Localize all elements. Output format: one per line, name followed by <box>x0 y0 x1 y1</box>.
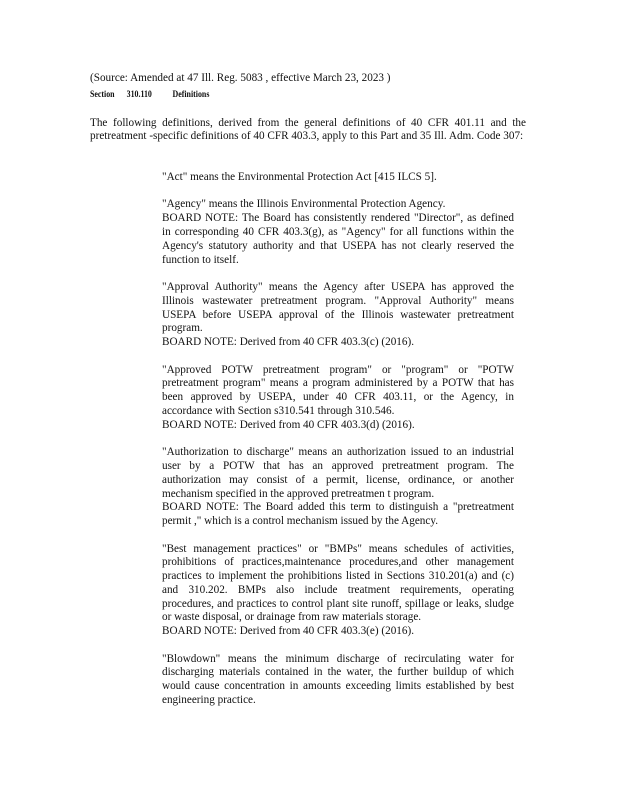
board-note: BOARD NOTE: Derived from 40 CFR 403.3(c) (2016). <box>162 336 414 349</box>
definition-best-management-practices <box>162 543 514 640</box>
definitions-list <box>162 171 514 721</box>
definition-text: "Blowdown" means the minimum discharge of recirculating water for discharging materials contained in the water, the further buildup of which would cause concentration in amounts exceeding limits established by best engineering practice. <box>162 652 514 707</box>
definition-agency <box>162 198 514 267</box>
definition-text: "Act" means the Environmental Protection Act [415 ILCS 5]. <box>162 171 437 183</box>
board-note: BOARD NOTE: The Board has consistently rendered "Director", as defined in corresponding 40 CFR 403.3(g), as "Agency" for all functions within the Agency's statutory authority and that USEPA has not clearly reserved the function to itself. <box>162 212 514 266</box>
board-note: BOARD NOTE: Derived from 40 CFR 403.3(d) (2016). <box>162 418 415 431</box>
section-label: Section <box>90 89 115 99</box>
definition-text: "Approval Authority" means the Agency after USEPA has approved the Illinois wastewater pretreatment program. "Approval Authority" means USEPA before USEPA approval of the Illinois wastewater pretreatment program. <box>162 280 514 335</box>
definition-authorization-to-discharge <box>162 446 514 529</box>
definition-approved-potw-program <box>162 364 514 433</box>
section-title: Definitions <box>172 89 210 99</box>
source-note: (Source: Amended at 47 Ill. Reg. 5083 , effective March 23, 2023 ) <box>90 72 391 84</box>
definition-text: "Approved POTW pretreatment program" or "program" or "POTW pretreatment program" means a program administered by a POTW that has been approved by USEPA, under 40 CFR 403.11, or the Agency, in accordance with Section s310.541 through 310.546. <box>162 363 514 417</box>
definition-blowdown <box>162 653 514 708</box>
section-number: 310.110 <box>126 89 152 99</box>
definition-act <box>162 171 514 185</box>
definition-approval-authority <box>162 281 514 350</box>
board-note: BOARD NOTE: The Board added this term to distinguish a "pretreatment permit ," which is a control mechanism issued by the Agency. <box>162 501 514 528</box>
definition-text: "Authorization to discharge" means an authorization issued to an industrial user by a POTW that has an approved pretreatment program. The authorization may consist of a permit, license, ordinance, or another mechanism specified in the approved pretreatmen t program. <box>162 446 514 500</box>
definition-text: "Agency" means the Illinois Environmental Protection Agency. <box>162 198 446 211</box>
board-note: BOARD NOTE: Derived from 40 CFR 403.3(e) (2016). <box>162 625 414 638</box>
section-heading <box>90 88 348 100</box>
intro-paragraph: The following definitions, derived from the general definitions of 40 CFR 401.11 and the pretreatment -specific definitions of 40 CFR 403.3, apply to this Part and 35 Ill. Adm. Code 307: <box>90 117 526 143</box>
definition-text: "Best management practices" or "BMPs" means schedules of activities, prohibitions of practices,maintenance procedures,and other management practices to implement the prohibitions listed in Sections 310.201(a) and (c) and 310.202. BMPs also include treatment requirements, operating procedures, and practices to control plant site runoff, spillage or leaks, sludge or waste disposal, or drainage from raw materials storage. <box>162 542 514 624</box>
